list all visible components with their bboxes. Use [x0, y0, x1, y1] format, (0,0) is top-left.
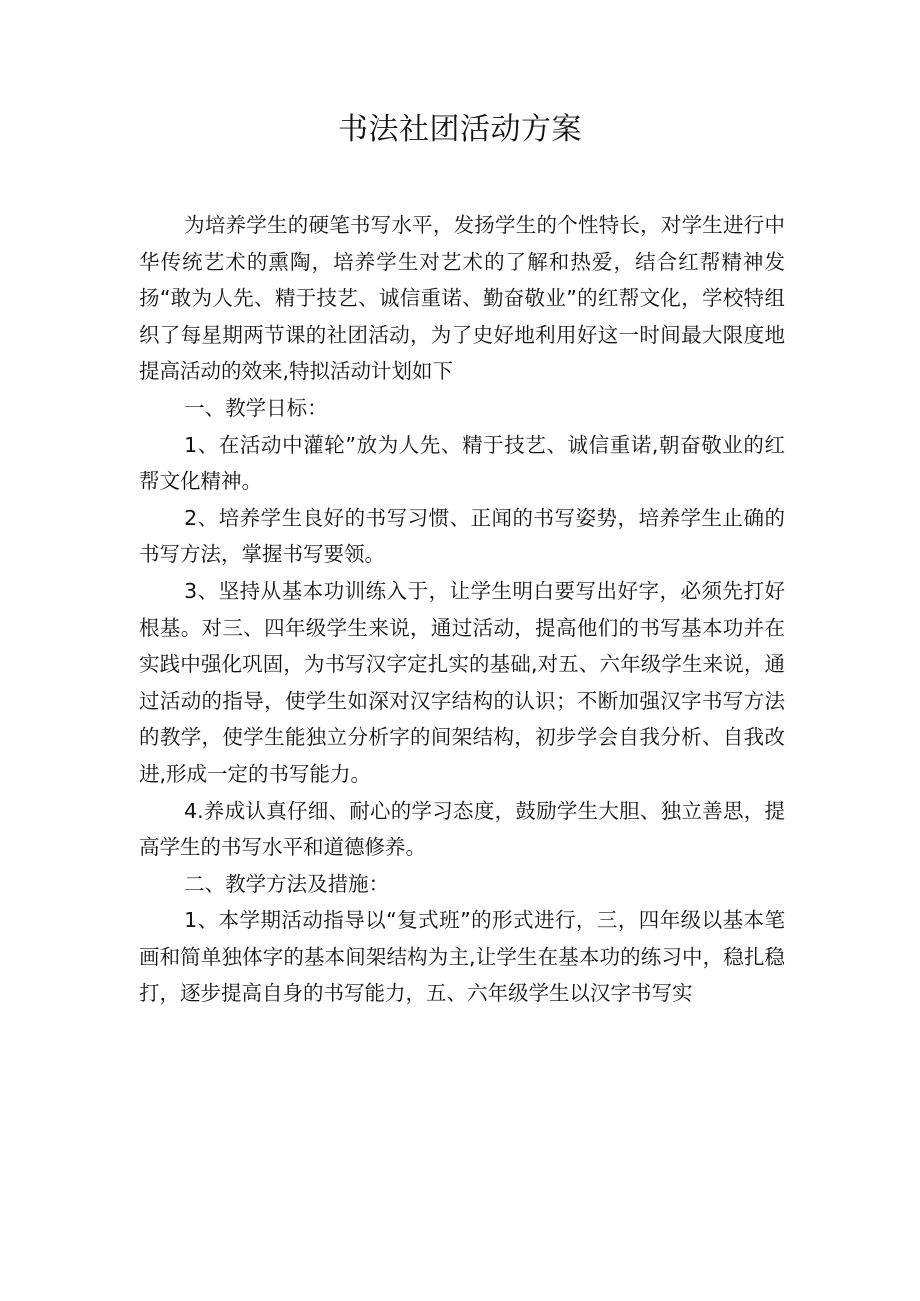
- section-heading-goals: 一、教学日标：: [184, 395, 328, 420]
- paragraph-goal-1: 1、在活动中灌轮”放为人先、精于技艺、诚信重诺,朝奋敬业的红帮文化精神。: [139, 432, 785, 494]
- document-title: 书法社团活动方案: [338, 112, 582, 147]
- document-body: [139, 207, 785, 1012]
- paragraph-goal-2: 2、培养学生良好的书写习惯、正闻的书写姿势，培养学生止确的书写方法，掌握书写要领。: [139, 505, 785, 567]
- section-heading-methods: 二、教学方法及措施：: [184, 871, 390, 896]
- paragraph-goal-3: 3、坚持从基本功训练入于，让学生明白要写出好字，必须先打好根基。对三、四年级学生来说，通过活动，提高他们的书写基本功并在实践中强化巩固，为书写汉字定扎实的基础,对五、六年级学生来说，通过活动的指导，使学生如深对汉字结构的认识；不断加强汉字书写方法的教学，使学生能独立分析字的间架结构，初步学会自我分析、自我改进,形成一定的书写能力。: [139, 578, 785, 786]
- paragraph-intro: 为培养学生的硬笔书写水平，发扬学生的个性特长，对学生进行中华传统艺术的熏陶，培养学生对艺术的了解和热爱，结合红帮精神发扬“敢为人先、精于技艺、诚信重诺、勤奋敬业”的红帮文化，学校特组织了每星期两节课的社团活动，为了史好地利用好这一时间最大限度地提高活动的效来,特拟活动计划如下: [139, 213, 785, 384]
- paragraph-goal-4: 4.养成认真仔细、耐心的学习态度，鼓励学生大胆、独立善思，提高学生的书写水平和道德修养。: [139, 798, 785, 860]
- paragraph-method-1: 1、本学期活动指导以“复式班”的形式进行，三，四年级以基本笔画和简单独体字的基本间架结构为主,让学生在基本功的练习中，稳扎稳打，逐步提高自身的书写能力，五、六年级学生以汉字书写实: [139, 908, 785, 1006]
